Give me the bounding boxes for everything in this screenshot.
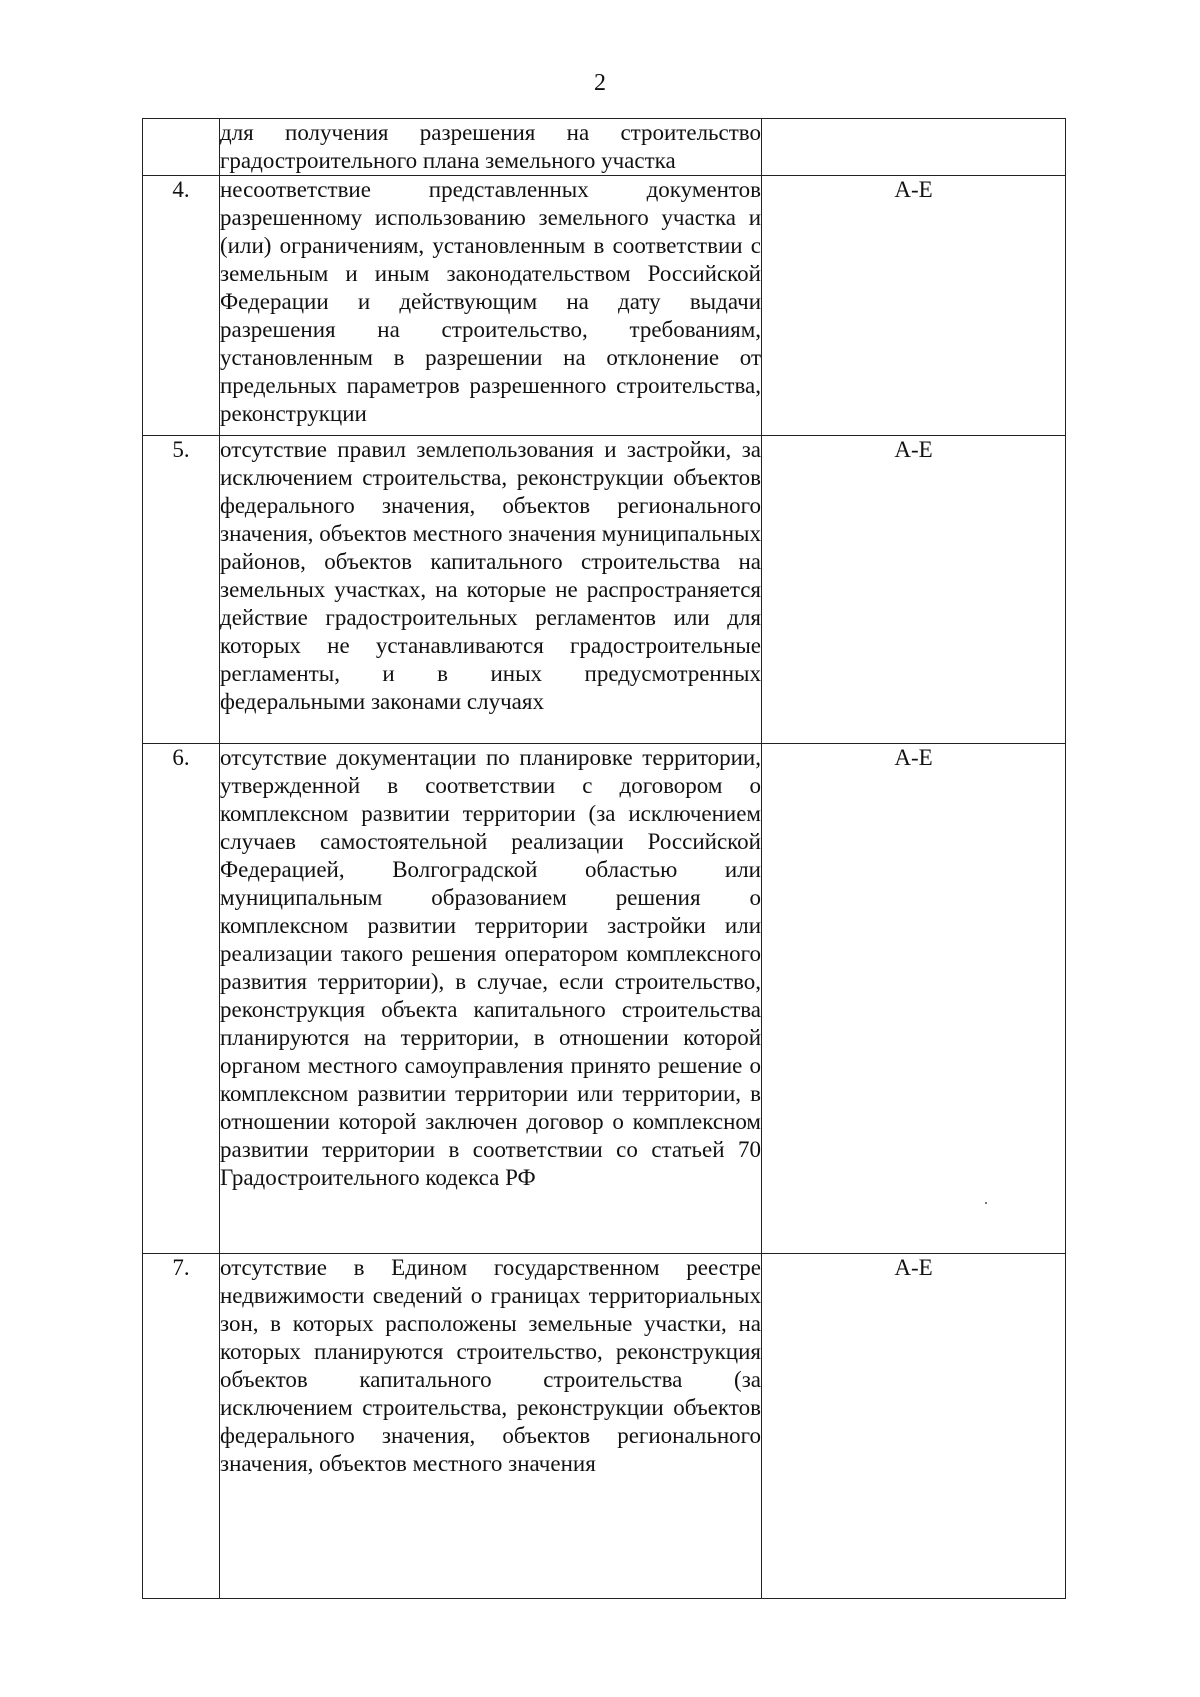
row-number: 7. [143, 1254, 220, 1599]
table-row [143, 436, 1066, 744]
row-code [762, 119, 1066, 176]
row-text: отсутствие документации по планировке территории, утвержденной в соответствии с договором о комплексном развитии территории (за исключением случаев самостоятельной реализации Российской Федерацией, Волгоградской областью или муниципальным образованием решения о комплексном развитии территории застройки или реализации такого решения оператором комплексного развития территории), в случае, если строительство, реконструкция объекта капитального строительства планируются на территории, в отношении которой органом местного самоуправления принято решение о комплексном развитии территории или территории, в отношении которой заключен договор о комплексном развитии территории в соответствии со статьей 70 Градостроительного кодекса РФ [220, 744, 762, 1254]
row-number: 5. [143, 436, 220, 744]
row-number: 6. [143, 744, 220, 1254]
row-text: несоответствие представленных документов разрешенному использованию земельного участка и (или) ограничениям, установленным в соответствии с земельным и иным законодательством Российской Федерации и действующим на дату выдачи разрешения на строительство, требованиям, установленным в разрешении на отклонение от предельных параметров разрешенного строительства, реконструкции [220, 176, 762, 436]
scan-speck [985, 1202, 987, 1204]
row-number: 4. [143, 176, 220, 436]
row-text: отсутствие в Едином государственном реестре недвижимости сведений о границах территориальных зон, в которых расположены земельные участки, на которых планируются строительство, реконструкция объектов капитального строительства (за исключением строительства, реконструкции объектов федерального значения, объектов регионального значения, объектов местного значения [220, 1254, 762, 1599]
table-row [143, 1254, 1066, 1599]
row-code: А-Е [762, 176, 1066, 436]
row-code: А-Е [762, 1254, 1066, 1599]
row-number [143, 119, 220, 176]
table-row [143, 744, 1066, 1254]
table-row [143, 176, 1066, 436]
row-text: для получения разрешения на строительство градостроительного плана земельного участка [220, 119, 762, 176]
row-text: отсутствие правил землепользования и застройки, за исключением строительства, реконструкции объектов федерального значения, объектов регионального значения, объектов местного значения муниципальных районов, объектов капитального строительства на земельных участках, на которые не распространяется действие градостроительных регламентов или для которых не устанавливаются градостроительные регламенты, и в иных предусмотренных федеральными законами случаях [220, 436, 762, 744]
table-row [143, 119, 1066, 176]
requirements-table [142, 118, 1066, 1599]
page-number: 2 [594, 70, 606, 96]
row-code: А-Е [762, 436, 1066, 744]
row-code: А-Е [762, 744, 1066, 1254]
